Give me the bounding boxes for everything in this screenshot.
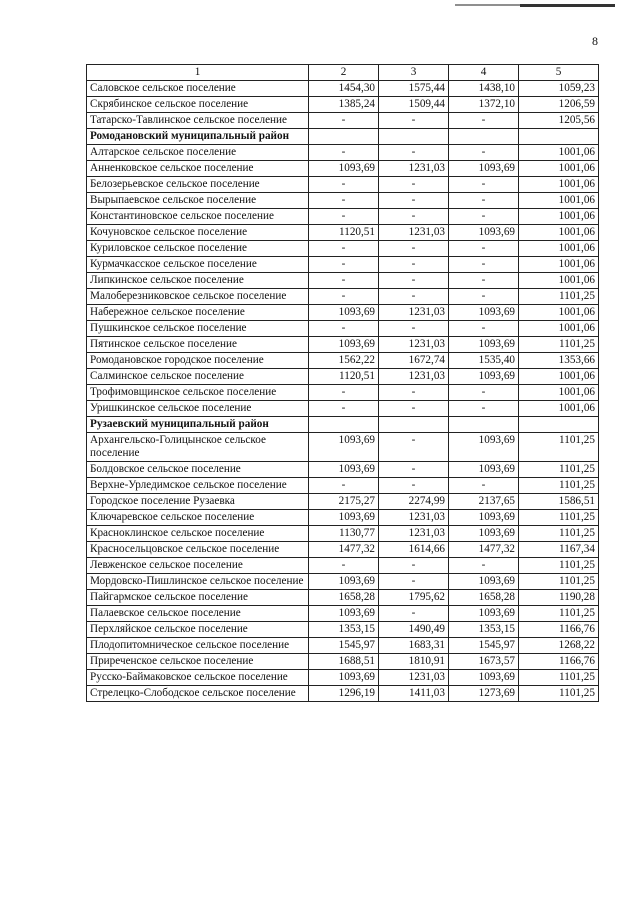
scan-edge-mark <box>520 4 615 7</box>
value-cell-c4: - <box>449 113 519 129</box>
table-row <box>87 289 599 305</box>
value-cell-c4: - <box>449 177 519 193</box>
settlement-name: Курмачкасское сельское поселение <box>87 257 309 273</box>
settlement-name: Константиновское сельское поселение <box>87 209 309 225</box>
column-header: 4 <box>449 65 519 81</box>
value-cell-c3: - <box>379 145 449 161</box>
table-row <box>87 321 599 337</box>
settlement-name: Саловское сельское поселение <box>87 81 309 97</box>
value-cell-c3: 1231,03 <box>379 161 449 177</box>
settlement-name: Вырыпаевское сельское поселение <box>87 193 309 209</box>
table-row <box>87 209 599 225</box>
table-body <box>87 65 599 702</box>
value-cell-c4: 1372,10 <box>449 97 519 113</box>
settlement-name: Малоберезниковское сельское поселение <box>87 289 309 305</box>
settlement-name: Палаевское сельское поселение <box>87 606 309 622</box>
table-row <box>87 462 599 478</box>
value-cell-c4: 1438,10 <box>449 81 519 97</box>
value-cell-c2: 1454,30 <box>309 81 379 97</box>
value-cell-c4: 1093,69 <box>449 606 519 622</box>
value-cell-c2: - <box>309 558 379 574</box>
value-cell-c4: 1673,57 <box>449 654 519 670</box>
table-row <box>87 401 599 417</box>
value-cell-c5: 1166,76 <box>519 654 599 670</box>
value-cell-c5: 1101,25 <box>519 462 599 478</box>
table-header-row <box>87 65 599 81</box>
value-cell-c3: 1795,62 <box>379 590 449 606</box>
settlement-name: Мордовско-Пишлинское сельское поселение <box>87 574 309 590</box>
value-cell-c3: - <box>379 574 449 590</box>
table-row <box>87 225 599 241</box>
column-header: 1 <box>87 65 309 81</box>
value-cell-c3: - <box>379 433 449 462</box>
value-cell-c3: - <box>379 289 449 305</box>
table-row <box>87 558 599 574</box>
table-row <box>87 622 599 638</box>
value-cell-c2: 1385,24 <box>309 97 379 113</box>
value-cell-c5: 1001,06 <box>519 161 599 177</box>
value-cell-c5: 1166,76 <box>519 622 599 638</box>
column-header: 5 <box>519 65 599 81</box>
table-row <box>87 177 599 193</box>
table-row <box>87 433 599 462</box>
value-cell-c5: 1001,06 <box>519 241 599 257</box>
column-header: 3 <box>379 65 449 81</box>
section-title: Рузаевский муниципальный район <box>87 417 309 433</box>
value-cell-c3: 1231,03 <box>379 670 449 686</box>
value-cell-c5: 1353,66 <box>519 353 599 369</box>
value-cell-c5: 1205,56 <box>519 113 599 129</box>
table-row <box>87 81 599 97</box>
value-cell-c3: 1231,03 <box>379 369 449 385</box>
value-cell-c3: - <box>379 321 449 337</box>
empty-cell <box>309 417 379 433</box>
value-cell-c2: 1093,69 <box>309 574 379 590</box>
value-cell-c5: 1001,06 <box>519 177 599 193</box>
settlement-name: Кочуновское сельское поселение <box>87 225 309 241</box>
value-cell-c4: 1093,69 <box>449 433 519 462</box>
value-cell-c2: - <box>309 478 379 494</box>
value-cell-c2: 1093,69 <box>309 337 379 353</box>
value-cell-c5: 1001,06 <box>519 385 599 401</box>
value-cell-c3: 1231,03 <box>379 225 449 241</box>
value-cell-c2: - <box>309 401 379 417</box>
value-cell-c2: - <box>309 113 379 129</box>
value-cell-c2: 1688,51 <box>309 654 379 670</box>
value-cell-c4: 1093,69 <box>449 510 519 526</box>
value-cell-c2: 1093,69 <box>309 510 379 526</box>
value-cell-c4: - <box>449 401 519 417</box>
value-cell-c2: 1130,77 <box>309 526 379 542</box>
value-cell-c5: 1001,06 <box>519 369 599 385</box>
value-cell-c3: - <box>379 558 449 574</box>
value-cell-c2: 1296,19 <box>309 686 379 702</box>
value-cell-c3: 1672,74 <box>379 353 449 369</box>
settlement-name: Куриловское сельское поселение <box>87 241 309 257</box>
section-row <box>87 417 599 433</box>
value-cell-c2: - <box>309 257 379 273</box>
value-cell-c3: - <box>379 401 449 417</box>
value-cell-c4: 1093,69 <box>449 337 519 353</box>
settlement-name: Красносельцовское сельское поселение <box>87 542 309 558</box>
value-cell-c2: 1093,69 <box>309 670 379 686</box>
value-cell-c5: 1586,51 <box>519 494 599 510</box>
section-row <box>87 129 599 145</box>
value-cell-c5: 1001,06 <box>519 321 599 337</box>
settlement-name: Анненковское сельское поселение <box>87 161 309 177</box>
value-cell-c4: - <box>449 558 519 574</box>
value-cell-c2: - <box>309 209 379 225</box>
value-cell-c4: - <box>449 257 519 273</box>
settlement-name: Перхляйское сельское поселение <box>87 622 309 638</box>
value-cell-c5: 1101,25 <box>519 686 599 702</box>
settlement-name: Стрелецко-Слободское сельское поселение <box>87 686 309 702</box>
table-row <box>87 590 599 606</box>
table-row <box>87 478 599 494</box>
value-cell-c4: - <box>449 193 519 209</box>
value-cell-c2: 1093,69 <box>309 462 379 478</box>
value-cell-c2: 1353,15 <box>309 622 379 638</box>
value-cell-c5: 1059,23 <box>519 81 599 97</box>
settlement-name: Пушкинское сельское поселение <box>87 321 309 337</box>
settlement-name: Алтарское сельское поселение <box>87 145 309 161</box>
value-cell-c4: 1093,69 <box>449 225 519 241</box>
value-cell-c5: 1001,06 <box>519 273 599 289</box>
value-cell-c2: 2175,27 <box>309 494 379 510</box>
value-cell-c3: - <box>379 241 449 257</box>
table-row <box>87 606 599 622</box>
value-cell-c3: 1231,03 <box>379 305 449 321</box>
value-cell-c4: 1658,28 <box>449 590 519 606</box>
empty-cell <box>379 129 449 145</box>
value-cell-c3: 2274,99 <box>379 494 449 510</box>
value-cell-c3: 1231,03 <box>379 510 449 526</box>
table-row <box>87 241 599 257</box>
value-cell-c5: 1101,25 <box>519 670 599 686</box>
settlement-name: Верхне-Урледимское сельское поселение <box>87 478 309 494</box>
value-cell-c5: 1001,06 <box>519 305 599 321</box>
value-cell-c4: - <box>449 145 519 161</box>
settlement-name: Ромодановское городское поселение <box>87 353 309 369</box>
table-row <box>87 113 599 129</box>
value-cell-c4: - <box>449 273 519 289</box>
value-cell-c2: - <box>309 273 379 289</box>
table-row <box>87 638 599 654</box>
empty-cell <box>519 417 599 433</box>
value-cell-c3: - <box>379 257 449 273</box>
value-cell-c5: 1001,06 <box>519 145 599 161</box>
table-row <box>87 337 599 353</box>
value-cell-c5: 1101,25 <box>519 606 599 622</box>
settlement-name: Красноклинское сельское поселение <box>87 526 309 542</box>
value-cell-c2: 1120,51 <box>309 225 379 241</box>
value-cell-c2: - <box>309 385 379 401</box>
value-cell-c5: 1001,06 <box>519 401 599 417</box>
value-cell-c3: 1231,03 <box>379 337 449 353</box>
settlement-name: Приреченское сельское поселение <box>87 654 309 670</box>
table-row <box>87 193 599 209</box>
value-cell-c4: - <box>449 385 519 401</box>
value-cell-c4: 1477,32 <box>449 542 519 558</box>
tariff-table <box>86 64 599 702</box>
value-cell-c2: 1093,69 <box>309 305 379 321</box>
value-cell-c4: 1535,40 <box>449 353 519 369</box>
value-cell-c3: - <box>379 177 449 193</box>
table-row <box>87 686 599 702</box>
value-cell-c3: 1614,66 <box>379 542 449 558</box>
settlement-name: Скрябинское сельское поселение <box>87 97 309 113</box>
table-row <box>87 97 599 113</box>
value-cell-c2: - <box>309 289 379 305</box>
value-cell-c4: - <box>449 289 519 305</box>
settlement-name: Пайгармское сельское поселение <box>87 590 309 606</box>
value-cell-c5: 1101,25 <box>519 289 599 305</box>
table-row <box>87 574 599 590</box>
value-cell-c3: - <box>379 273 449 289</box>
settlement-name: Набережное сельское поселение <box>87 305 309 321</box>
empty-cell <box>449 129 519 145</box>
value-cell-c4: - <box>449 478 519 494</box>
value-cell-c3: 1411,03 <box>379 686 449 702</box>
value-cell-c4: 1093,69 <box>449 670 519 686</box>
value-cell-c4: - <box>449 321 519 337</box>
value-cell-c3: - <box>379 209 449 225</box>
value-cell-c5: 1101,25 <box>519 574 599 590</box>
value-cell-c3: - <box>379 193 449 209</box>
value-cell-c2: 1093,69 <box>309 433 379 462</box>
value-cell-c4: - <box>449 209 519 225</box>
table-row <box>87 385 599 401</box>
value-cell-c5: 1101,25 <box>519 433 599 462</box>
value-cell-c4: 1545,97 <box>449 638 519 654</box>
table-row <box>87 369 599 385</box>
value-cell-c4: 1093,69 <box>449 369 519 385</box>
table-row <box>87 273 599 289</box>
page-number: 8 <box>592 34 598 48</box>
table-row <box>87 654 599 670</box>
empty-cell <box>519 129 599 145</box>
table-row <box>87 145 599 161</box>
settlement-name: Пятинское сельское поселение <box>87 337 309 353</box>
value-cell-c2: - <box>309 193 379 209</box>
value-cell-c4: 1353,15 <box>449 622 519 638</box>
value-cell-c3: - <box>379 478 449 494</box>
settlement-name: Русско-Баймаковское сельское поселение <box>87 670 309 686</box>
settlement-name: Городское поселение Рузаевка <box>87 494 309 510</box>
table-row <box>87 257 599 273</box>
value-cell-c2: - <box>309 145 379 161</box>
value-cell-c4: 1093,69 <box>449 305 519 321</box>
value-cell-c5: 1167,34 <box>519 542 599 558</box>
table-row <box>87 305 599 321</box>
value-cell-c4: 1093,69 <box>449 161 519 177</box>
value-cell-c2: - <box>309 321 379 337</box>
column-header: 2 <box>309 65 379 81</box>
table-row <box>87 670 599 686</box>
value-cell-c3: - <box>379 385 449 401</box>
value-cell-c2: 1477,32 <box>309 542 379 558</box>
value-cell-c3: 1231,03 <box>379 526 449 542</box>
table-row <box>87 161 599 177</box>
value-cell-c5: 1101,25 <box>519 526 599 542</box>
value-cell-c3: 1509,44 <box>379 97 449 113</box>
settlement-name: Салминское сельское поселение <box>87 369 309 385</box>
value-cell-c2: - <box>309 241 379 257</box>
value-cell-c5: 1206,59 <box>519 97 599 113</box>
value-cell-c4: - <box>449 241 519 257</box>
settlement-name: Плодопитомническое сельское поселение <box>87 638 309 654</box>
value-cell-c2: 1545,97 <box>309 638 379 654</box>
value-cell-c5: 1190,28 <box>519 590 599 606</box>
value-cell-c5: 1001,06 <box>519 225 599 241</box>
value-cell-c3: 1810,91 <box>379 654 449 670</box>
settlement-name: Архангельско-Голицынское сельское поселение <box>87 433 309 462</box>
value-cell-c4: 1093,69 <box>449 462 519 478</box>
settlement-name: Левженское сельское поселение <box>87 558 309 574</box>
section-title: Ромодановский муниципальный район <box>87 129 309 145</box>
value-cell-c5: 1268,22 <box>519 638 599 654</box>
value-cell-c3: 1683,31 <box>379 638 449 654</box>
value-cell-c4: 2137,65 <box>449 494 519 510</box>
value-cell-c3: - <box>379 113 449 129</box>
value-cell-c5: 1001,06 <box>519 193 599 209</box>
value-cell-c2: 1120,51 <box>309 369 379 385</box>
table-row <box>87 542 599 558</box>
settlement-name: Татарско-Тавлинское сельское поселение <box>87 113 309 129</box>
value-cell-c3: - <box>379 606 449 622</box>
value-cell-c5: 1101,25 <box>519 478 599 494</box>
value-cell-c5: 1101,25 <box>519 337 599 353</box>
value-cell-c5: 1001,06 <box>519 257 599 273</box>
value-cell-c2: - <box>309 177 379 193</box>
empty-cell <box>379 417 449 433</box>
value-cell-c2: 1562,22 <box>309 353 379 369</box>
value-cell-c3: 1575,44 <box>379 81 449 97</box>
value-cell-c2: 1658,28 <box>309 590 379 606</box>
settlement-name: Белозерьевское сельское поселение <box>87 177 309 193</box>
table-row <box>87 526 599 542</box>
value-cell-c4: 1093,69 <box>449 574 519 590</box>
value-cell-c2: 1093,69 <box>309 161 379 177</box>
table-row <box>87 494 599 510</box>
settlement-name: Уришкинское сельское поселение <box>87 401 309 417</box>
table-row <box>87 510 599 526</box>
value-cell-c5: 1101,25 <box>519 558 599 574</box>
settlement-name: Липкинское сельское поселение <box>87 273 309 289</box>
empty-cell <box>449 417 519 433</box>
value-cell-c2: 1093,69 <box>309 606 379 622</box>
value-cell-c3: - <box>379 462 449 478</box>
value-cell-c4: 1093,69 <box>449 526 519 542</box>
table-row <box>87 353 599 369</box>
value-cell-c5: 1001,06 <box>519 209 599 225</box>
value-cell-c5: 1101,25 <box>519 510 599 526</box>
settlement-name: Болдовское сельское поселение <box>87 462 309 478</box>
settlement-name: Ключаревское сельское поселение <box>87 510 309 526</box>
settlement-name: Трофимовщинское сельское поселение <box>87 385 309 401</box>
value-cell-c3: 1490,49 <box>379 622 449 638</box>
empty-cell <box>309 129 379 145</box>
value-cell-c4: 1273,69 <box>449 686 519 702</box>
